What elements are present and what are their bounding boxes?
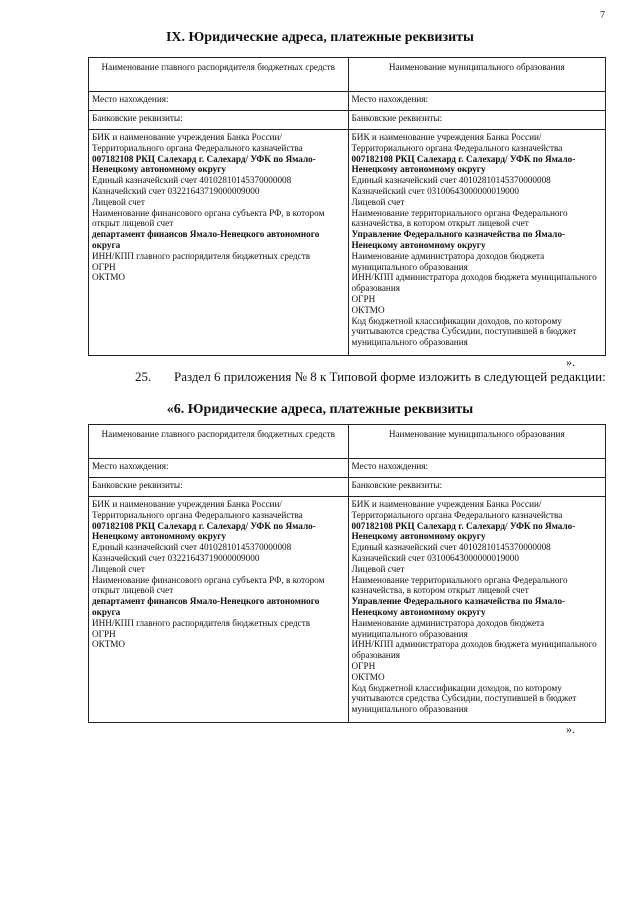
- requisite-line: ОКТМО: [92, 639, 126, 650]
- requisite-line: ОГРН: [92, 628, 116, 639]
- bank-details-left: [89, 497, 349, 723]
- requisite-line: БИК и наименование учреждения Банка России/ Территориального органа Федерального казначейства: [351, 499, 563, 520]
- requisite-line: ОКТМО: [92, 272, 126, 283]
- requisite-line: 007182108 РКЦ Салехард г. Салехард/ УФК по Ямало-Ненецкому автономному округу: [92, 520, 316, 542]
- requisites-table-new: [88, 424, 606, 723]
- page-number: 7: [600, 10, 605, 21]
- requisite-line: Единый казначейский счет 40102810145370000008: [92, 542, 292, 553]
- bank-details-right: [348, 130, 605, 356]
- bank-label-left: Банковские реквизиты:: [89, 478, 349, 497]
- quote-end: ».: [566, 355, 575, 369]
- requisite-line: 007182108 РКЦ Салехард г. Салехард/ УФК по Ямало-Ненецкому автономному округу: [351, 153, 576, 175]
- bank-label-right: Банковские реквизиты:: [348, 478, 605, 497]
- bank-details-left: [89, 130, 349, 356]
- location-label-right: Место нахождения:: [348, 92, 605, 111]
- requisite-line: Единый казначейский счет 40102810145370000008: [92, 175, 292, 186]
- col-header-right: Наименование муниципального образования: [348, 425, 605, 459]
- requisite-line: Лицевой счет: [351, 196, 405, 207]
- requisite-line: Лицевой счет: [351, 563, 405, 574]
- requisite-line: Лицевой счет: [92, 196, 145, 207]
- amendment-paragraph: [100, 369, 608, 384]
- requisite-line: 007182108 РКЦ Салехард г. Салехард/ УФК по Ямало-Ненецкому автономному округу: [351, 520, 576, 542]
- paragraph-number: 25.: [135, 369, 152, 384]
- requisite-line: ОКТМО: [351, 671, 385, 682]
- requisite-line: Управление Федерального казначейства по Ямало-Ненецкому автономному округу: [351, 229, 566, 250]
- requisite-line: Единый казначейский счет 40102810145370000008: [351, 175, 551, 186]
- requisite-line: Наименование финансового органа субъекта РФ, в котором открыт лицевой счет: [92, 574, 325, 596]
- requisite-line: Наименование администратора доходов бюджета муниципального образования: [351, 250, 545, 272]
- requisite-line: Наименование финансового органа субъекта РФ, в котором открыт лицевой счет: [92, 207, 325, 229]
- requisite-line: Наименование территориального органа Федерального казначейства, в котором открыт лицевой счет: [351, 574, 568, 596]
- requisite-line: ИНН/КПП администратора доходов бюджета муниципального образования: [351, 272, 597, 294]
- requisite-line: департамент финансов Ямало-Ненецкого автономного округа: [92, 596, 320, 617]
- requisite-line: ОКТМО: [351, 304, 385, 315]
- requisite-line: БИК и наименование учреждения Банка России/ Территориального органа Федерального казначейства: [92, 499, 303, 520]
- col-header-left: Наименование главного распорядителя бюджетных средств: [89, 58, 349, 92]
- requisite-line: ОГРН: [351, 293, 376, 304]
- requisite-line: БИК и наименование учреждения Банка России/ Территориального органа Федерального казначейства: [92, 132, 303, 153]
- requisite-line: Лицевой счет: [92, 563, 145, 574]
- location-label-left: Место нахождения:: [89, 459, 349, 478]
- requisite-line: Казначейский счет 03100643000000019000: [351, 552, 519, 563]
- requisite-line: Единый казначейский счет 40102810145370000008: [351, 542, 551, 553]
- location-label-right: Место нахождения:: [348, 459, 605, 478]
- section-title: IX. Юридические адреса, платежные реквизиты: [165, 30, 474, 45]
- requisite-line: ИНН/КПП администратора доходов бюджета муниципального образования: [351, 639, 597, 661]
- bank-details-right: [348, 497, 605, 723]
- requisite-line: Наименование администратора доходов бюджета муниципального образования: [351, 617, 545, 639]
- requisite-line: Наименование территориального органа Федерального казначейства, в котором открыт лицевой счет: [351, 207, 568, 229]
- requisite-line: ОГРН: [92, 261, 116, 272]
- requisite-line: Казначейский счет 03100643000000019000: [351, 185, 519, 196]
- quote-end: ».: [566, 722, 575, 736]
- requisite-line: Казначейский счет 03221643719000009000: [92, 185, 260, 196]
- section-title-new: «6. Юридические адреса, платежные реквизиты: [166, 402, 474, 417]
- bank-label-left: Банковские реквизиты:: [89, 111, 349, 130]
- requisites-table: [88, 57, 606, 356]
- paragraph-text: Раздел 6 приложения № 8 к Типовой форме изложить в следующей редакции:: [174, 369, 606, 384]
- col-header-left: Наименование главного распорядителя бюджетных средств: [89, 425, 349, 459]
- requisite-line: Казначейский счет 03221643719000009000: [92, 552, 260, 563]
- requisite-line: ИНН/КПП главного распорядителя бюджетных средств: [92, 250, 311, 261]
- requisite-line: 007182108 РКЦ Салехард г. Салехард/ УФК по Ямало-Ненецкому автономному округу: [92, 153, 316, 175]
- requisite-line: БИК и наименование учреждения Банка России/ Территориального органа Федерального казначейства: [351, 132, 563, 153]
- requisite-line: Код бюджетной классификации доходов, по которому учитываются средства Субсидии, поступившей в бюджет муниципального образования: [351, 682, 577, 715]
- bank-label-right: Банковские реквизиты:: [348, 111, 605, 130]
- requisite-line: Код бюджетной классификации доходов, по которому учитываются средства Субсидии, поступившей в бюджет муниципального образования: [351, 315, 577, 348]
- col-header-right: Наименование муниципального образования: [348, 58, 605, 92]
- location-label-left: Место нахождения:: [89, 92, 349, 111]
- requisite-line: ИНН/КПП главного распорядителя бюджетных средств: [92, 617, 311, 628]
- requisite-line: Управление Федерального казначейства по Ямало-Ненецкому автономному округу: [351, 596, 566, 617]
- requisite-line: департамент финансов Ямало-Ненецкого автономного округа: [92, 229, 320, 250]
- requisite-line: ОГРН: [351, 660, 376, 671]
